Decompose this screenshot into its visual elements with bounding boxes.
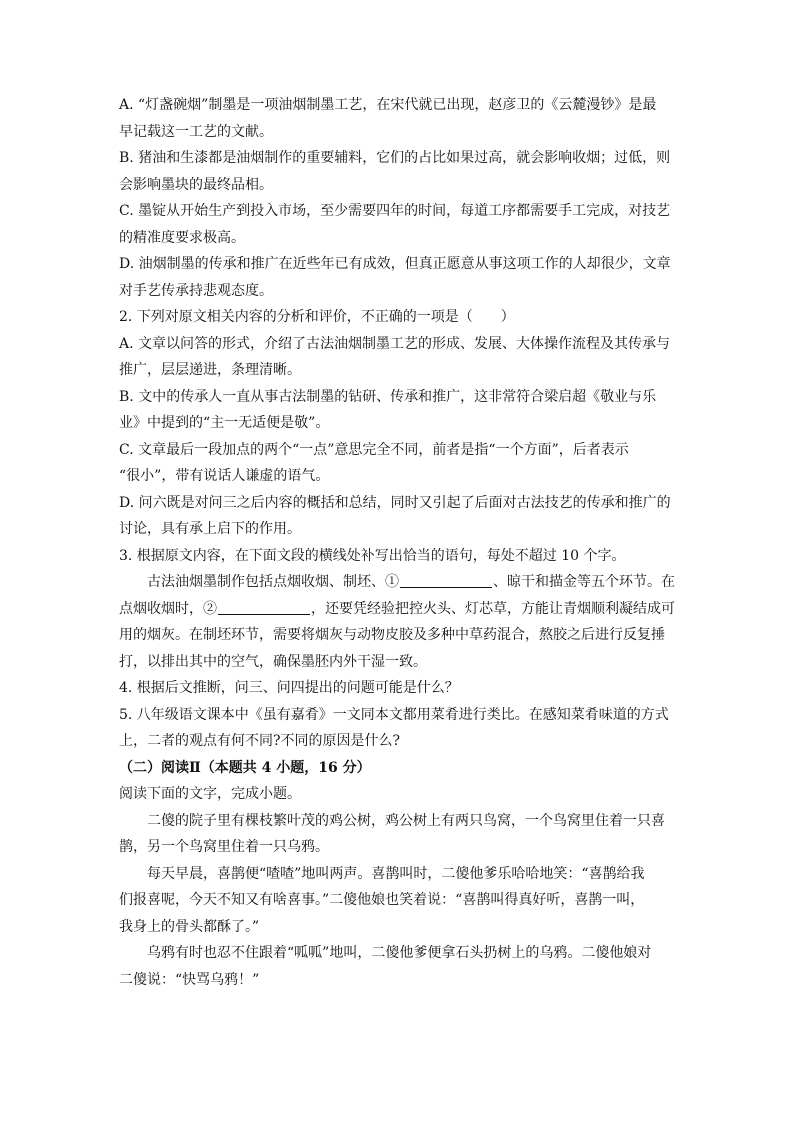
- story-line: 们报喜呢，今天不知又有啥喜事。”二傻他娘也笑着说：“喜鹊叫得真好听，喜鹊一叫，: [119, 892, 645, 908]
- option-a-line-2: 早记载这一工艺的文献。: [119, 123, 273, 140]
- section-heading: （二）阅读Ⅱ（本题共 4 小题，16 分）: [119, 759, 371, 776]
- q3-passage-text: 点烟收烟时，②: [119, 600, 217, 617]
- option-c-line-2: 的精准度要求极高。: [119, 229, 245, 246]
- question-5-line-2: 上，二者的观点有何不同?不同的原因是什么?: [119, 733, 401, 749]
- answer-blank-2[interactable]: [218, 600, 310, 615]
- q3-passage-line-4: 打，以排出其中的空气，确保墨胚内外干湿一致。: [119, 653, 427, 670]
- option-b-line-2: 会影响墨块的最终品相。: [119, 176, 273, 193]
- q3-passage-text: ，还要凭经验把控火头、灯芯草，方能让青烟顺利凝结成可: [311, 600, 675, 617]
- answer-blank-1[interactable]: [400, 573, 492, 588]
- q2-option-d-line-1: D. 问六既是对问三之后内容的概括和总结，同时又引起了后面对古法技艺的传承和推广的: [119, 494, 671, 511]
- question-2: 2. 下列对原文相关内容的分析和评价，不正确的一项是（ ）: [119, 309, 515, 325]
- q2-option-b-line-1: B. 文中的传承人一直从事古法制墨的钻研、传承和推广，这非常符合梁启超《敬业与乐: [119, 388, 657, 405]
- story-line: 每天早晨，喜鹊便“喳喳”地叫两声。喜鹊叫时，二傻他爹乐哈哈地笑：“喜鹊给我: [147, 865, 645, 882]
- option-d-line-1: D. 油烟制墨的传承和推广在近些年已有成效，但真正愿意从事这项工作的人却很少，文章: [119, 256, 671, 272]
- question-4: 4. 根据后文推断，问三、问四提出的问题可能是什么？: [119, 680, 459, 696]
- question-5-line-1: 5. 八年级语文课本中《虽有嘉肴》一文同本文都用菜肴进行类比。在感知菜肴味道的方式: [119, 706, 669, 723]
- story-line: 乌鸦有时也忍不住跟着“呱呱”地叫，二傻他爹便拿石头扔树上的乌鸦。二傻他娘对: [147, 945, 652, 961]
- document-page: [119, 92, 675, 993]
- q2-option-c-line-2: “很小”，带有说话人谦虚的语气。: [119, 468, 330, 484]
- option-c-line-1: C. 墨锭从开始生产到投入市场，至少需要四年的时间，每道工序都需要手工完成，对技艺: [119, 203, 671, 219]
- q3-passage-line-1: [119, 569, 675, 596]
- q3-passage-line-2: [119, 596, 675, 623]
- q2-option-a-line-2: 推广，层层递进，条理清晰。: [119, 362, 301, 378]
- section-instruction: 阅读下面的文字，完成小题。: [119, 786, 301, 802]
- option-a-line-1: A. “灯盏碗烟”制墨是一项油烟制墨工艺，在宋代就已出现，赵彦卫的《云麓漫钞》是最: [119, 97, 657, 113]
- option-d-line-2: 对手艺传承持悲观态度。: [119, 282, 273, 299]
- question-3: 3. 根据原文内容，在下面文段的横线处补写出恰当的语句，每处不超过 10 个字。: [119, 547, 626, 564]
- q2-option-a-line-1: A. 文章以问答的形式，介绍了古法油烟制墨工艺的形成、发展、大体操作流程及其传承与: [119, 335, 671, 352]
- q2-option-b-line-2: 业》中提到的“主一无适便是敬”。: [119, 415, 330, 431]
- option-b-line-1: B. 猪油和生漆都是油烟制作的重要辅料，它们的占比如果过高，就会影响收烟；过低，则: [119, 150, 671, 166]
- story-line: 我身上的骨头都酥了。”: [119, 918, 260, 935]
- q2-option-c-line-1: C. 文章最后一段加点的两个“一点”意思完全不同，前者是指“一个方面”，后者表示: [119, 441, 629, 458]
- story-passage: [119, 808, 675, 994]
- q2-option-d-line-2: 讨论，具有承上启下的作用。: [119, 521, 301, 537]
- story-line: 鹊，另一个鸟窝里住着一只乌鸦。: [119, 839, 329, 855]
- story-line: 二傻说：“快骂乌鸦！”: [119, 971, 260, 988]
- story-line: 二傻的院子里有棵枝繁叶茂的鸡公树，鸡公树上有两只鸟窝，一个鸟窝里住着一只喜: [147, 812, 665, 829]
- q3-passage-text: 古法油烟墨制作包括点烟收烟、制坯、①: [147, 574, 399, 590]
- q3-passage-line-3: 用的烟灰。在制坯环节，需要将烟灰与动物皮胶及多种中草药混合，熬胶之后进行反复捶: [119, 627, 665, 643]
- q3-passage-text: 、晾干和描金等五个环节。在: [493, 574, 675, 590]
